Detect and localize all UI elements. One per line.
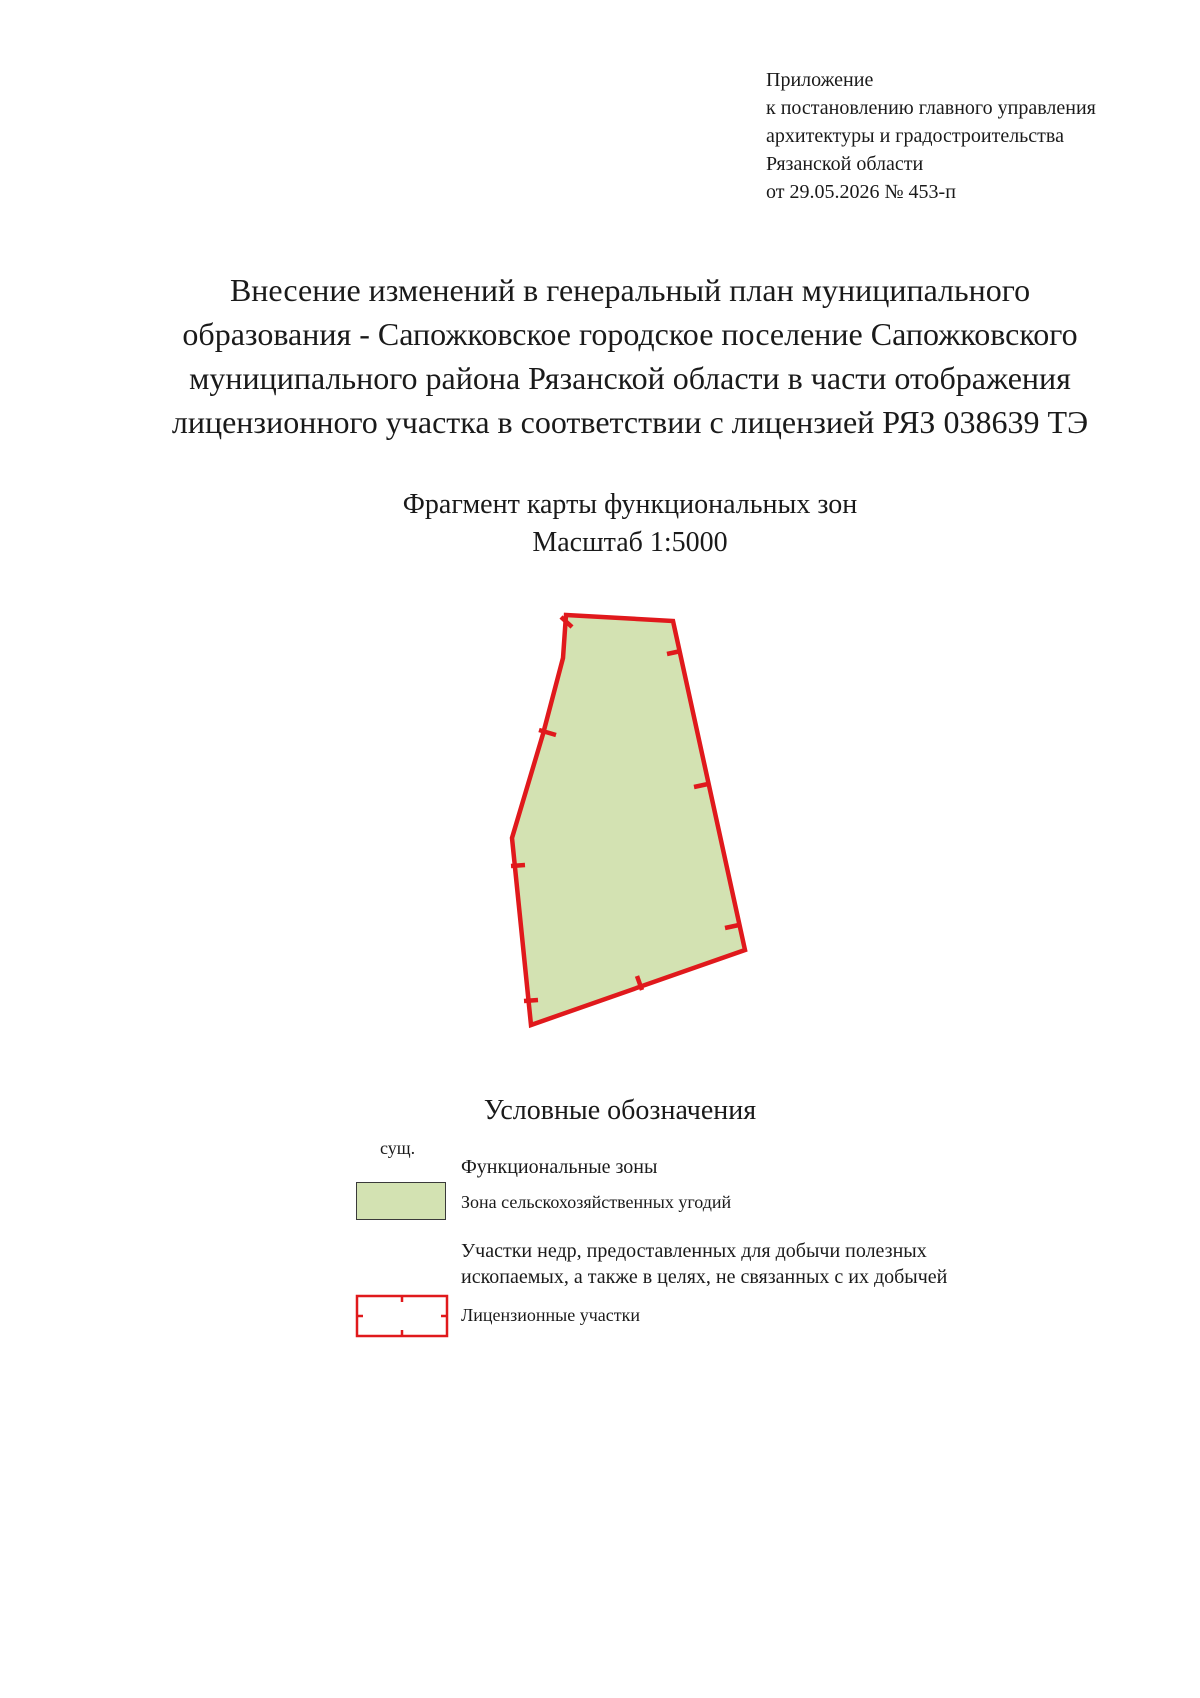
- boundary-tick: [694, 784, 708, 787]
- legend-group-subsoil-line: ископаемых, а также в целях, не связанных с их добычей: [461, 1266, 948, 1288]
- appendix-line: архитектуры и градостроительства: [766, 125, 1064, 147]
- boundary-tick: [667, 651, 681, 654]
- appendix-line: Приложение: [766, 69, 874, 91]
- map-title: Фрагмент карты функциональных зон: [402, 489, 858, 520]
- map-scale: Масштаб 1:5000: [532, 527, 728, 558]
- title-line: муниципального района Рязанской области в части отображения: [189, 360, 1071, 396]
- boundary-tick: [524, 1000, 538, 1001]
- appendix-line: Рязанской области: [766, 153, 924, 175]
- boundary-tick: [511, 865, 525, 866]
- legend-item-license: Лицензионные участки: [461, 1305, 640, 1325]
- legend-group-subsoil-line: Участки недр, предоставленных для добычи полезных: [461, 1240, 927, 1262]
- legend-group-functional-zones: Функциональные зоны: [461, 1156, 658, 1178]
- title-line: Внесение изменений в генеральный план муниципального: [229, 272, 1031, 308]
- legend-title: Условные обозначения: [483, 1095, 757, 1126]
- license-area-swatch: [355, 1294, 449, 1338]
- legend-item-agricultural: Зона сельскохозяйственных угодий: [461, 1192, 732, 1212]
- appendix-line: к постановлению главного управления: [766, 97, 1096, 119]
- title-line: образования - Сапожковское городское поселение Сапожковского: [182, 316, 1078, 352]
- boundary-tick: [725, 925, 739, 928]
- appendix-line: от 29.05.2026 № 453-п: [766, 181, 956, 203]
- agricultural-zone-swatch: [356, 1182, 446, 1220]
- license-area-polygon: [512, 615, 745, 1025]
- legend-status-label: сущ.: [380, 1138, 416, 1158]
- legend-group-subsoil: [461, 1238, 947, 1290]
- title-line: лицензионного участка в соответствии с лицензией РЯЗ 038639 ТЭ: [171, 404, 1089, 440]
